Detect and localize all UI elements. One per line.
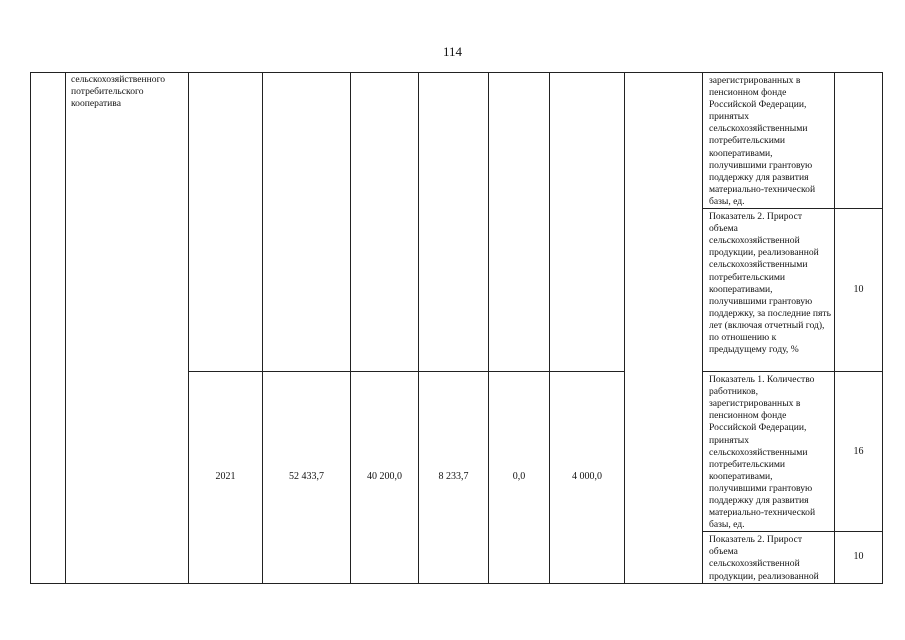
indicator-text: Показатель 2. Прирост объема сельскохозяйственной продукции, реализованной сельскохозяйственными потребительскими кооперативами, получившими грантовую поддержку, за последние пять лет (включая отчетный год), по отношению к предыдущему году, % [703, 209, 835, 372]
data-table [30, 72, 883, 584]
result-cell [625, 73, 703, 584]
program-name-cell: сельскохозяйственного потребительского кооператива [66, 73, 189, 584]
amount-cell-5: 4 000,0 [550, 372, 625, 584]
year-cell-prev [189, 73, 263, 372]
indicator-value: 10 [835, 532, 883, 583]
indicator-value [835, 73, 883, 209]
amount-cell-4: 0,0 [489, 372, 550, 584]
amount-cell-3: 8 233,7 [419, 372, 489, 584]
amount-cell-prev-2 [351, 73, 419, 372]
page-number: 114 [442, 44, 463, 59]
indicator-text: Показатель 1. Количество работников, зарегистрированных в пенсионном фонде Российской Федерации, принятых сельскохозяйственными потребительскими кооперативами, получившими грантовую поддержку для развития материально-технической базы, ед. [703, 372, 835, 532]
amount-cell-prev-4 [489, 73, 550, 372]
total-cell-prev [263, 73, 351, 372]
total-cell: 52 433,7 [263, 372, 351, 584]
year-cell: 2021 [189, 372, 263, 584]
indicator-value: 16 [835, 372, 883, 532]
amount-cell-prev-3 [419, 73, 489, 372]
indicator-value: 10 [835, 209, 883, 372]
index-cell [31, 73, 66, 584]
indicator-text: Показатель 2. Прирост объема сельскохозяйственной продукции, реализованной [703, 532, 835, 583]
amount-cell-2: 40 200,0 [351, 372, 419, 584]
amount-cell-prev-5 [550, 73, 625, 372]
indicator-text: зарегистрированных в пенсионном фонде Российской Федерации, принятых сельскохозяйственными потребительскими кооперативами, получившими грантовую поддержку для развития материально-технической базы, ед. [703, 73, 835, 209]
